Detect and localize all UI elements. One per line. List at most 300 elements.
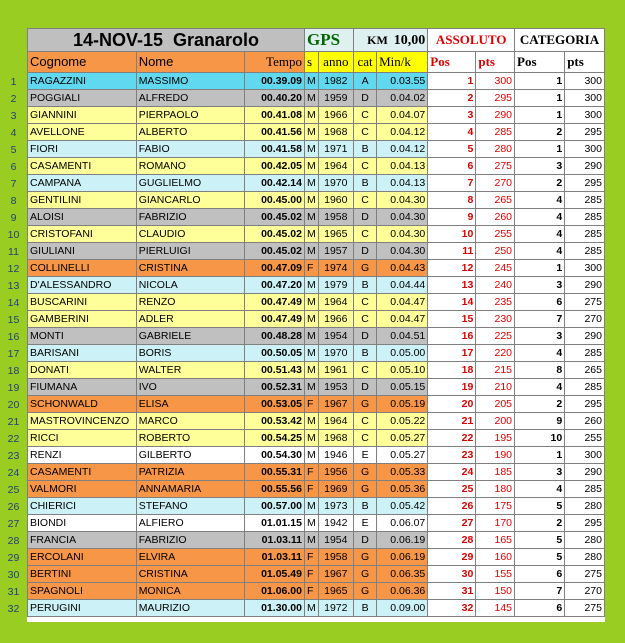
cell-cat: B [354, 175, 377, 192]
cell-cat-pts: 300 [565, 73, 605, 90]
cell-sesso: M [304, 413, 318, 430]
cell-cognome: FRANCIA [28, 532, 137, 549]
cell-pts: 155 [476, 566, 515, 583]
cell-anno: 1979 [318, 277, 354, 294]
cell-anno: 1959 [318, 90, 354, 107]
cell-cat-pos: 3 [515, 328, 565, 345]
cell-nome: GUGLIELMO [136, 175, 245, 192]
cell-nome: CRISTINA [136, 566, 245, 583]
cell-tempo: 01.06.00 [245, 583, 305, 600]
cell-cat-pos: 7 [515, 583, 565, 600]
cell-mink: 0.04.30 [377, 243, 428, 260]
cell-pts: 230 [476, 311, 515, 328]
cell-anno: 1967 [318, 566, 354, 583]
cell-pos: 23 [428, 447, 476, 464]
cell-nome: ELVIRA [136, 549, 245, 566]
cell-cat-pts: 285 [565, 379, 605, 396]
row-number: 21 [7, 416, 20, 428]
cell-pos: 9 [428, 209, 476, 226]
table-row [28, 209, 605, 226]
cell-cat-pts: 255 [565, 430, 605, 447]
cell-cat: E [354, 515, 377, 532]
cell-cat-pos: 3 [515, 277, 565, 294]
cell-cat: C [354, 158, 377, 175]
cell-cat-pts: 295 [565, 124, 605, 141]
cell-nome: GABRIELE [136, 328, 245, 345]
cell-anno: 1972 [318, 600, 354, 617]
cell-cat: C [354, 192, 377, 209]
cell-anno: 1964 [318, 158, 354, 175]
cell-cat-pos: 4 [515, 345, 565, 362]
cell-mink: 0.06.36 [377, 583, 428, 600]
row-number: 3 [10, 110, 17, 122]
cell-pts: 290 [476, 107, 515, 124]
cell-cat: C [354, 226, 377, 243]
row-number: 5 [10, 144, 17, 156]
cell-sesso: M [304, 345, 318, 362]
cell-pts: 300 [476, 73, 515, 90]
cell-sesso: M [304, 362, 318, 379]
col-pos: Pos [428, 52, 476, 73]
cell-pos: 3 [428, 107, 476, 124]
cell-cognome: RENZI [28, 447, 137, 464]
table-row [28, 158, 605, 175]
cell-mink: 0.05.19 [377, 396, 428, 413]
cell-pts: 200 [476, 413, 515, 430]
cell-cat: D [354, 328, 377, 345]
cell-nome: PIERPAOLO [136, 107, 245, 124]
cell-tempo: 01.03.11 [245, 532, 305, 549]
cell-anno: 1971 [318, 141, 354, 158]
cell-pts: 280 [476, 141, 515, 158]
cell-mink: 0.06.35 [377, 566, 428, 583]
race-title [28, 29, 305, 52]
cell-anno: 1966 [318, 107, 354, 124]
cell-sesso: M [304, 277, 318, 294]
table-row [28, 498, 605, 515]
cell-sesso: M [304, 532, 318, 549]
cell-sesso: F [304, 481, 318, 498]
cell-sesso: M [304, 226, 318, 243]
cell-pos: 4 [428, 124, 476, 141]
cell-pts: 195 [476, 430, 515, 447]
cell-pos: 11 [428, 243, 476, 260]
cell-sesso: M [304, 328, 318, 345]
cell-tempo: 00.47.20 [245, 277, 305, 294]
cell-pts: 215 [476, 362, 515, 379]
row-number: 30 [7, 569, 20, 581]
cell-cat: D [354, 379, 377, 396]
table-row [28, 447, 605, 464]
cell-cat-pos: 1 [515, 260, 565, 277]
cell-cat-pos: 4 [515, 379, 565, 396]
cell-mink: 0.05.27 [377, 447, 428, 464]
table-row [28, 583, 605, 600]
cell-mink: 0.04.43 [377, 260, 428, 277]
cell-sesso: M [304, 515, 318, 532]
cell-mink: 0.04.02 [377, 90, 428, 107]
cell-pos: 29 [428, 549, 476, 566]
cell-pos: 17 [428, 345, 476, 362]
cell-anno: 1970 [318, 175, 354, 192]
cell-cat-pts: 275 [565, 600, 605, 617]
cell-cat-pos: 5 [515, 498, 565, 515]
cell-cognome: RICCI [28, 430, 137, 447]
cell-cat-pos: 3 [515, 464, 565, 481]
table-row [28, 260, 605, 277]
cell-cognome: BARISANI [28, 345, 137, 362]
cell-sesso: M [304, 447, 318, 464]
cell-cognome: GENTILINI [28, 192, 137, 209]
cell-mink: 0.05.00 [377, 345, 428, 362]
cell-pos: 7 [428, 175, 476, 192]
cell-cognome: MASTROVINCENZO [28, 413, 137, 430]
cell-tempo: 00.40.20 [245, 90, 305, 107]
table-row [28, 430, 605, 447]
row-number: 27 [7, 518, 20, 530]
cell-cognome: FIORI [28, 141, 137, 158]
cell-mink: 0.05.27 [377, 430, 428, 447]
km-value: 10,00 [393, 32, 426, 48]
cell-pts: 275 [476, 158, 515, 175]
table-row [28, 294, 605, 311]
cell-tempo: 00.48.28 [245, 328, 305, 345]
cell-anno: 1956 [318, 464, 354, 481]
cell-cat-pos: 4 [515, 209, 565, 226]
cell-tempo: 00.45.02 [245, 209, 305, 226]
cell-cat-pts: 285 [565, 226, 605, 243]
cell-sesso: M [304, 141, 318, 158]
col-sesso: s [304, 52, 318, 73]
cell-cognome: GIULIANI [28, 243, 137, 260]
cell-cat-pts: 300 [565, 90, 605, 107]
cell-mink: 0.04.44 [377, 277, 428, 294]
cell-cat-pos: 4 [515, 243, 565, 260]
cell-sesso: M [304, 124, 318, 141]
race-date: 14-NOV-15 [72, 30, 163, 50]
cell-tempo: 00.45.02 [245, 226, 305, 243]
cell-nome: PIERLUIGI [136, 243, 245, 260]
table-row [28, 175, 605, 192]
cell-pts: 235 [476, 294, 515, 311]
cell-mink: 0.05.33 [377, 464, 428, 481]
table-row [28, 379, 605, 396]
cell-mink: 0.04.13 [377, 158, 428, 175]
cell-sesso: M [304, 430, 318, 447]
cell-tempo: 00.41.58 [245, 141, 305, 158]
cell-pos: 8 [428, 192, 476, 209]
cell-nome: ALFIERO [136, 515, 245, 532]
cell-nome: CRISTINA [136, 260, 245, 277]
cell-cat-pts: 280 [565, 498, 605, 515]
cell-anno: 1967 [318, 396, 354, 413]
cell-cat: C [354, 311, 377, 328]
cell-cat-pos: 3 [515, 158, 565, 175]
cell-pts: 295 [476, 90, 515, 107]
cell-cognome: MONTI [28, 328, 137, 345]
cell-cat-pts: 300 [565, 260, 605, 277]
cell-sesso: F [304, 464, 318, 481]
cell-pts: 190 [476, 447, 515, 464]
cell-cat-pos: 1 [515, 73, 565, 90]
row-number: 12 [7, 263, 20, 275]
cell-cognome: GAMBERINI [28, 311, 137, 328]
row-number-column [0, 74, 27, 618]
cell-anno: 1965 [318, 226, 354, 243]
cell-cat-pts: 300 [565, 107, 605, 124]
cell-tempo: 00.45.00 [245, 192, 305, 209]
cell-mink: 0.05.22 [377, 413, 428, 430]
cell-anno: 1958 [318, 209, 354, 226]
cell-nome: IVO [136, 379, 245, 396]
cell-cat-pos: 1 [515, 447, 565, 464]
cell-cognome: PERUGINI [28, 600, 137, 617]
cell-cat-pos: 4 [515, 192, 565, 209]
cell-mink: 0.05.42 [377, 498, 428, 515]
cell-anno: 1954 [318, 328, 354, 345]
row-number: 13 [7, 280, 20, 292]
table-row [28, 566, 605, 583]
table-row [28, 107, 605, 124]
cell-nome: ROBERTO [136, 430, 245, 447]
cell-mink: 0.05.15 [377, 379, 428, 396]
col-cat: cat [354, 52, 377, 73]
cell-tempo: 00.54.25 [245, 430, 305, 447]
cell-anno: 1974 [318, 260, 354, 277]
row-number: 10 [7, 229, 20, 241]
cell-anno: 1964 [318, 413, 354, 430]
cell-cat-pts: 280 [565, 549, 605, 566]
cell-tempo: 00.55.31 [245, 464, 305, 481]
cell-mink: 0.04.12 [377, 124, 428, 141]
cell-mink: 0.06.19 [377, 532, 428, 549]
cell-cognome: BERTINI [28, 566, 137, 583]
cell-cat-pts: 300 [565, 141, 605, 158]
cell-nome: GILBERTO [136, 447, 245, 464]
cell-pts: 250 [476, 243, 515, 260]
cell-cat-pos: 2 [515, 515, 565, 532]
cell-pts: 205 [476, 396, 515, 413]
cell-pos: 6 [428, 158, 476, 175]
cell-pts: 170 [476, 515, 515, 532]
row-number: 22 [7, 433, 20, 445]
cell-cat: C [354, 413, 377, 430]
col-cognome: Cognome [28, 52, 137, 73]
cell-cat-pos: 5 [515, 549, 565, 566]
cell-sesso: M [304, 73, 318, 90]
cell-anno: 1942 [318, 515, 354, 532]
cell-cat-pos: 8 [515, 362, 565, 379]
cell-cat-pts: 295 [565, 175, 605, 192]
cell-cognome: POGGIALI [28, 90, 137, 107]
title-row [28, 29, 605, 52]
cell-cat-pos: 1 [515, 90, 565, 107]
cell-cognome: FIUMANA [28, 379, 137, 396]
cell-cat-pos: 2 [515, 175, 565, 192]
cell-cognome: CAMPANA [28, 175, 137, 192]
cell-cognome: COLLINELLI [28, 260, 137, 277]
cell-anno: 1966 [318, 311, 354, 328]
cell-cat-pts: 265 [565, 362, 605, 379]
cell-cat-pos: 7 [515, 311, 565, 328]
cell-mink: 0.03.55 [377, 73, 428, 90]
cell-pos: 14 [428, 294, 476, 311]
cell-nome: ALBERTO [136, 124, 245, 141]
row-number: 16 [7, 331, 20, 343]
cell-nome: ELISA [136, 396, 245, 413]
table-row [28, 73, 605, 90]
cell-anno: 1953 [318, 379, 354, 396]
cell-mink: 0.04.30 [377, 209, 428, 226]
table-row [28, 277, 605, 294]
row-number: 9 [10, 212, 17, 224]
row-number: 23 [7, 450, 20, 462]
cell-pts: 150 [476, 583, 515, 600]
cell-anno: 1968 [318, 124, 354, 141]
table-row [28, 192, 605, 209]
cell-pts: 220 [476, 345, 515, 362]
cell-cat: D [354, 532, 377, 549]
cell-pts: 240 [476, 277, 515, 294]
cell-tempo: 00.47.09 [245, 260, 305, 277]
cell-cat-pos: 4 [515, 226, 565, 243]
cell-cat-pts: 290 [565, 277, 605, 294]
cell-cat: B [354, 277, 377, 294]
cell-mink: 0.04.47 [377, 294, 428, 311]
cell-cat: G [354, 566, 377, 583]
table-row [28, 515, 605, 532]
cell-cat-pos: 2 [515, 124, 565, 141]
row-number: 2 [10, 93, 17, 105]
cell-pts: 260 [476, 209, 515, 226]
table-row [28, 396, 605, 413]
cell-mink: 0.04.30 [377, 226, 428, 243]
assoluto-header: ASSOLUTO [428, 29, 515, 52]
cell-mink: 0.04.13 [377, 175, 428, 192]
row-number: 1 [10, 76, 17, 88]
row-number: 26 [7, 501, 20, 513]
row-number: 31 [7, 586, 20, 598]
cell-pts: 160 [476, 549, 515, 566]
cell-pts: 225 [476, 328, 515, 345]
cell-nome: MAURIZIO [136, 600, 245, 617]
cell-pos: 28 [428, 532, 476, 549]
cell-cat-pos: 6 [515, 566, 565, 583]
cell-pos: 19 [428, 379, 476, 396]
row-number: 19 [7, 382, 20, 394]
row-number: 4 [10, 127, 17, 139]
race-place: Granarolo [173, 30, 260, 50]
row-number: 32 [7, 603, 20, 615]
cell-cat: C [354, 107, 377, 124]
table-row [28, 600, 605, 617]
cell-sesso: M [304, 294, 318, 311]
cell-cat-pts: 270 [565, 583, 605, 600]
cell-mink: 0.04.30 [377, 192, 428, 209]
cell-cognome: CASAMENTI [28, 464, 137, 481]
cell-cat-pts: 260 [565, 413, 605, 430]
cell-pts: 270 [476, 175, 515, 192]
cell-nome: ADLER [136, 311, 245, 328]
cell-nome: BORIS [136, 345, 245, 362]
cell-cat: G [354, 549, 377, 566]
cell-cat-pts: 285 [565, 192, 605, 209]
cell-anno: 1958 [318, 549, 354, 566]
cell-sesso: F [304, 396, 318, 413]
cell-nome: MONICA [136, 583, 245, 600]
cell-cat: G [354, 464, 377, 481]
cell-cat: G [354, 396, 377, 413]
cell-cat-pts: 295 [565, 515, 605, 532]
cell-cat-pts: 290 [565, 464, 605, 481]
cell-cat-pos: 6 [515, 294, 565, 311]
table-row [28, 226, 605, 243]
col-nome: Nome [136, 52, 245, 73]
cell-cognome: CASAMENTI [28, 158, 137, 175]
cell-anno: 1960 [318, 192, 354, 209]
distance [354, 29, 428, 52]
cell-pos: 1 [428, 73, 476, 90]
cell-cat: D [354, 243, 377, 260]
cell-cat-pos: 10 [515, 430, 565, 447]
row-number: 25 [7, 484, 20, 496]
cell-cognome: CRISTOFANI [28, 226, 137, 243]
cell-pos: 27 [428, 515, 476, 532]
cell-anno: 1964 [318, 294, 354, 311]
cell-tempo: 00.54.30 [245, 447, 305, 464]
cell-cognome: BIONDI [28, 515, 137, 532]
cell-mink: 0.09.00 [377, 600, 428, 617]
cell-sesso: F [304, 260, 318, 277]
cell-tempo: 00.51.43 [245, 362, 305, 379]
table-row [28, 311, 605, 328]
cell-mink: 0.04.12 [377, 141, 428, 158]
cell-sesso: M [304, 209, 318, 226]
cell-pos: 18 [428, 362, 476, 379]
cell-tempo: 01.01.15 [245, 515, 305, 532]
cell-tempo: 00.45.02 [245, 243, 305, 260]
cell-pos: 5 [428, 141, 476, 158]
cell-tempo: 00.47.49 [245, 294, 305, 311]
cell-nome: MARCO [136, 413, 245, 430]
cell-cat: D [354, 209, 377, 226]
categoria-header: CATEGORIA [515, 29, 605, 52]
cell-anno: 1954 [318, 532, 354, 549]
col-anno: anno [318, 52, 354, 73]
cell-cognome: GIANNINI [28, 107, 137, 124]
row-number: 11 [8, 246, 19, 258]
cell-anno: 1957 [318, 243, 354, 260]
cell-pts: 265 [476, 192, 515, 209]
cell-anno: 1969 [318, 481, 354, 498]
cell-pos: 20 [428, 396, 476, 413]
cell-cat: C [354, 124, 377, 141]
cell-cognome: SCHONWALD [28, 396, 137, 413]
cell-nome: FABRIZIO [136, 209, 245, 226]
cell-cognome: SPAGNOLI [28, 583, 137, 600]
cell-cat-pts: 290 [565, 158, 605, 175]
cell-anno: 1968 [318, 430, 354, 447]
cell-anno: 1946 [318, 447, 354, 464]
row-number: 15 [7, 314, 20, 326]
cell-sesso: M [304, 192, 318, 209]
cell-sesso: M [304, 311, 318, 328]
cell-cat: C [354, 430, 377, 447]
cell-cognome: D'ALESSANDRO [28, 277, 137, 294]
cell-cat: G [354, 260, 377, 277]
km-label: KM [367, 32, 388, 47]
cell-cat: C [354, 294, 377, 311]
